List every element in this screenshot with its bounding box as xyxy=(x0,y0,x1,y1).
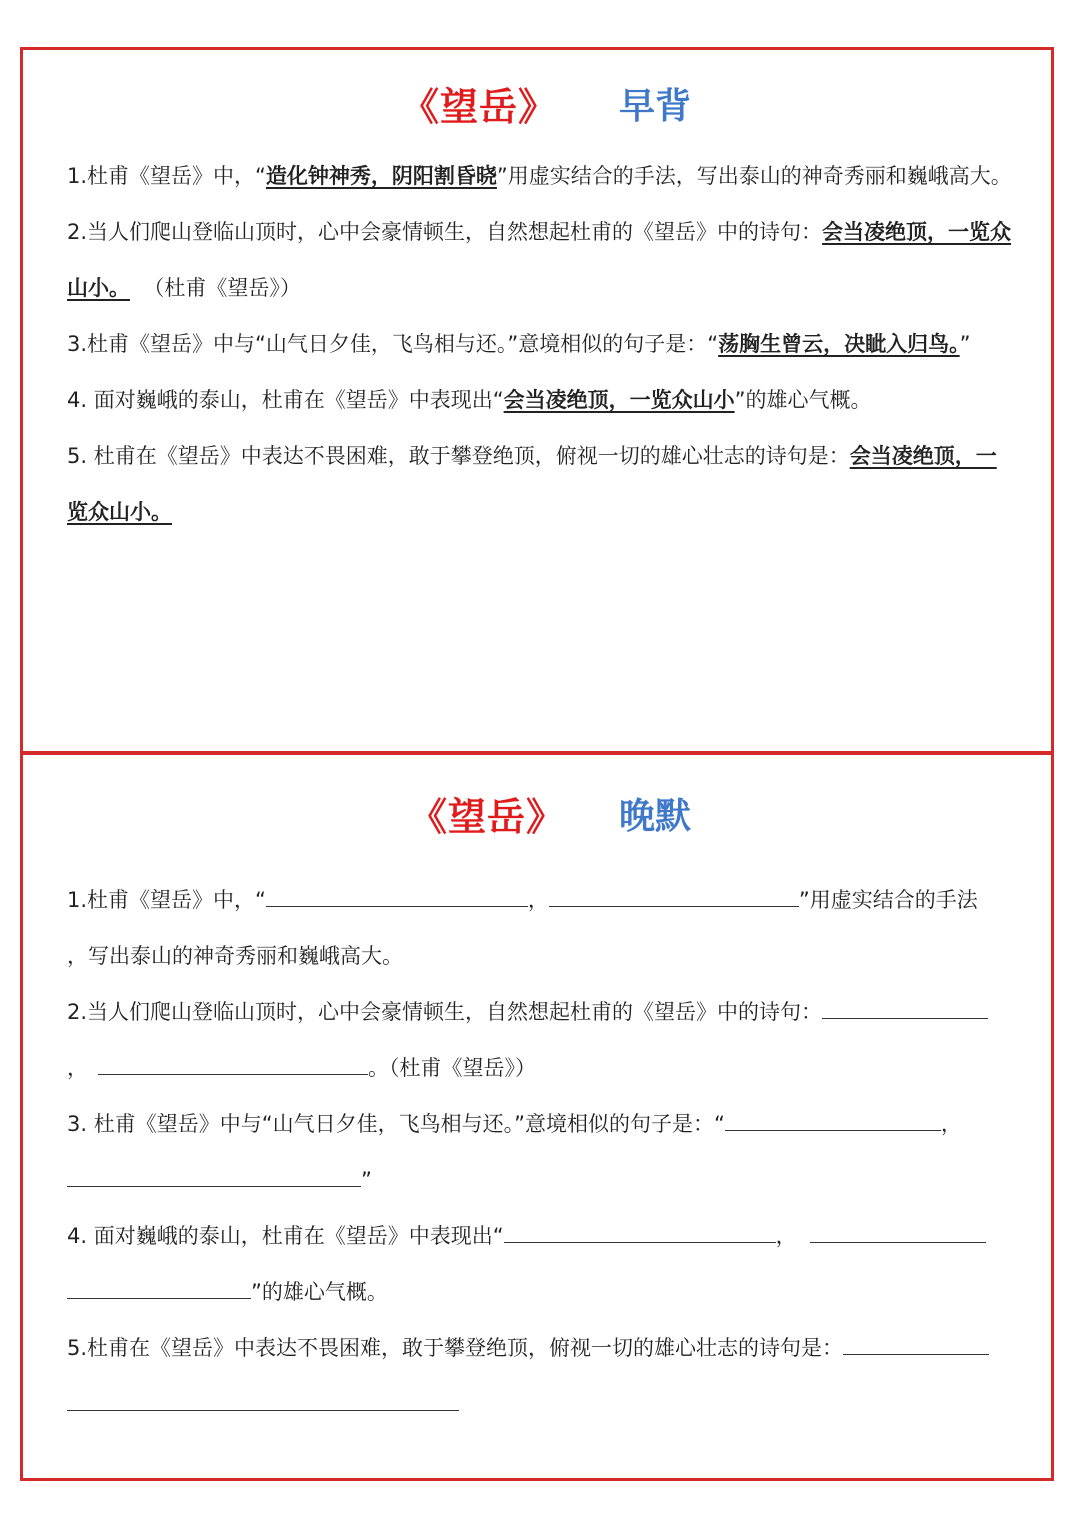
section-header xyxy=(23,76,1051,136)
question-2: 2.当人们爬山登临山顶时，心中会豪情顿生，自然想起杜甫的《望岳》中的诗句： ， 。（杜甫《望岳》） xyxy=(67,984,1017,1096)
answer: 会当凌绝顶，一览众山小。 xyxy=(67,220,1012,300)
answer-blank[interactable] xyxy=(810,1220,986,1243)
question-5: 5. 杜甫在《望岳》中表达不畏困难，敢于攀登绝顶，俯视一切的雄心壮志的诗句是：会当凌绝顶，一览众山小。 xyxy=(67,444,997,524)
answer-blank[interactable] xyxy=(549,884,799,907)
question-5: 5.杜甫在《望岳》中表达不畏困难，敢于攀登绝顶，俯视一切的雄心壮志的诗句是： xyxy=(67,1320,1017,1432)
section-subtitle: 早背 xyxy=(619,86,692,127)
answer-blank[interactable] xyxy=(843,1332,989,1355)
question-list xyxy=(67,872,1017,1432)
question-3: 3.杜甫《望岳》中与“山气日夕佳，飞鸟相与还。”意境相似的句子是：“荡胸生曾云，决眦入归鸟。” xyxy=(67,332,971,356)
question-3: 3. 杜甫《望岳》中与“山气日夕佳，飞鸟相与还。”意境相似的句子是：“ ， ” xyxy=(67,1096,1017,1208)
answer: 荡胸生曾云，决眦入归鸟。 xyxy=(718,332,960,356)
question-list xyxy=(67,148,1017,540)
section-header xyxy=(23,786,1051,846)
answer-blank[interactable] xyxy=(266,884,528,907)
answer: 会当凌绝顶，一览众山小 xyxy=(503,388,735,412)
poem-title: 《望岳》 xyxy=(409,795,566,839)
answer: 会当凌绝顶，一览众山小。 xyxy=(67,444,997,524)
question-4: 4. 面对巍峨的泰山，杜甫在《望岳》中表现出“会当凌绝顶，一览众山小”的雄心气概。 xyxy=(67,388,872,412)
memorize-section xyxy=(20,47,1054,755)
answer: 造化钟神秀，阴阳割昏晓 xyxy=(265,164,497,188)
question-1: 1.杜甫《望岳》中，“ ， ”用虚实结合的手法 ，写出泰山的神奇秀丽和巍峨高大。 xyxy=(67,872,1017,984)
answer-blank[interactable] xyxy=(67,1388,459,1411)
answer-blank[interactable] xyxy=(822,996,988,1019)
poem-title: 《望岳》 xyxy=(401,85,558,129)
question-2: 2.当人们爬山登临山顶时，心中会豪情顿生，自然想起杜甫的《望岳》中的诗句：会当凌绝顶，一览众山小。 （杜甫《望岳》） xyxy=(67,220,1012,300)
answer-blank[interactable] xyxy=(504,1220,776,1243)
question-1: 1.杜甫《望岳》中，“造化钟神秀，阴阳割昏晓”用虚实结合的手法，写出泰山的神奇秀丽和巍峨高大。 xyxy=(67,164,1012,188)
answer-blank[interactable] xyxy=(67,1164,361,1187)
question-4: 4. 面对巍峨的泰山，杜甫在《望岳》中表现出“ ， ”的雄心气概。 xyxy=(67,1208,1017,1320)
answer-blank[interactable] xyxy=(98,1052,368,1075)
recall-section xyxy=(20,751,1054,1481)
section-subtitle: 晚默 xyxy=(619,796,692,837)
answer-blank[interactable] xyxy=(725,1108,941,1131)
answer-blank[interactable] xyxy=(67,1276,251,1299)
